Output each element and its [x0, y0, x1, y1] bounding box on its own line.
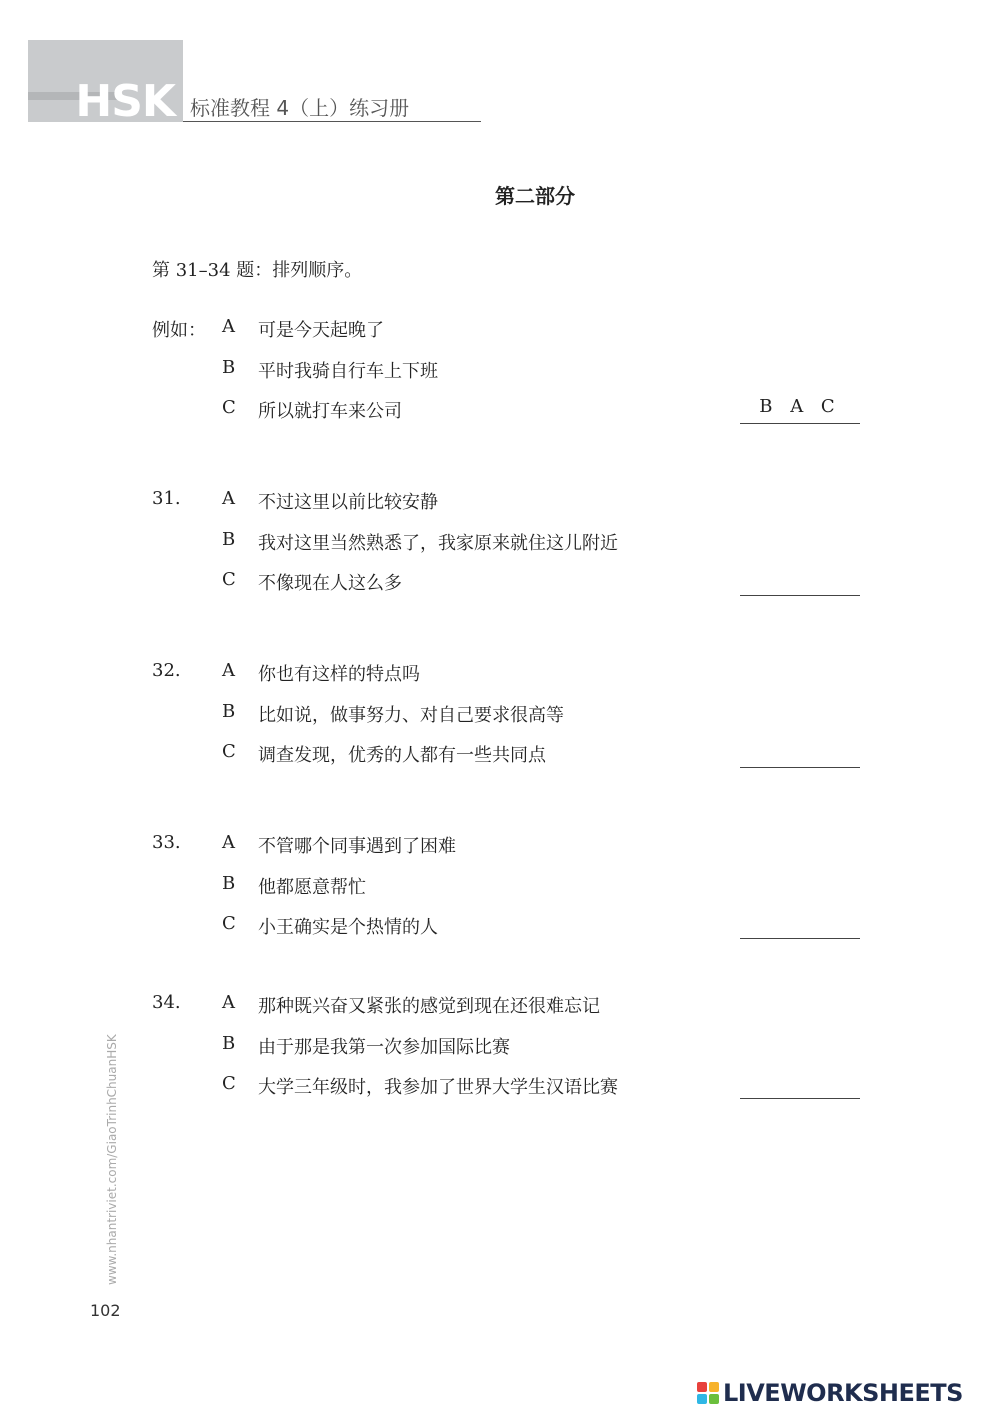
option-letter: B — [222, 529, 236, 550]
book-title: 标准教程 4（上）练习册 — [190, 96, 410, 120]
answer-line — [740, 767, 860, 768]
option-letter: C — [222, 741, 236, 762]
hsk-logo — [28, 40, 183, 127]
answer-line — [740, 1098, 860, 1099]
example-label: 例如： — [152, 320, 206, 341]
logo-block — [697, 1382, 707, 1392]
section-title: 第二部分 — [495, 184, 575, 208]
option-letter: A — [222, 992, 235, 1013]
option-letter: B — [222, 1033, 236, 1054]
option-text: 可是今天起晚了 — [258, 320, 384, 341]
logo-text: HSK — [75, 76, 175, 127]
option-text: 所以就打车来公司 — [258, 401, 402, 422]
example-answer-line — [740, 423, 860, 424]
option-text: 那种既兴奋又紧张的感觉到现在还很难忘记 — [258, 996, 600, 1017]
option-letter: B — [222, 357, 236, 378]
liveworksheets-wordmark: LIVEWORKSHEETS — [723, 1379, 963, 1407]
option-text: 比如说，做事努力、对自己要求很高等 — [258, 705, 564, 726]
logo-block — [709, 1382, 719, 1392]
option-letter: C — [222, 1073, 236, 1094]
side-watermark: www.nhantriviet.com/GiaoTrinhChuanHSK — [105, 1034, 119, 1285]
option-letter: A — [222, 488, 235, 509]
question-number: 32. — [152, 660, 181, 681]
answer-line — [740, 938, 860, 939]
option-text: 不像现在人这么多 — [258, 573, 402, 594]
option-text: 不过这里以前比较安静 — [258, 492, 438, 513]
question-number: 34. — [152, 992, 181, 1013]
option-text: 他都愿意帮忙 — [258, 877, 366, 898]
option-text: 调查发现，优秀的人都有一些共同点 — [258, 745, 546, 766]
option-letter: B — [222, 873, 236, 894]
option-text: 我对这里当然熟悉了，我家原来就住这儿附近 — [258, 533, 618, 554]
option-text: 由于那是我第一次参加国际比赛 — [258, 1037, 510, 1058]
answer-line — [740, 595, 860, 596]
option-letter: B — [222, 701, 236, 722]
option-text: 你也有这样的特点吗 — [258, 664, 420, 685]
option-letter: C — [222, 913, 236, 934]
liveworksheets-icon — [697, 1382, 719, 1404]
example-answer: B A C — [759, 396, 841, 417]
option-letter: C — [222, 569, 236, 590]
option-text: 大学三年级时，我参加了世界大学生汉语比赛 — [258, 1077, 618, 1098]
instruction: 第 31–34 题：排列顺序。 — [152, 260, 363, 281]
option-letter: A — [222, 660, 235, 681]
question-number: 33. — [152, 832, 181, 853]
option-text: 不管哪个同事遇到了困难 — [258, 836, 456, 857]
option-text: 小王确实是个热情的人 — [258, 917, 438, 938]
title-rule — [183, 121, 481, 122]
option-letter: C — [222, 397, 236, 418]
option-letter: A — [222, 832, 235, 853]
liveworksheets-logo[interactable] — [697, 1378, 963, 1408]
question-number: 31. — [152, 488, 181, 509]
option-letter: A — [222, 316, 235, 337]
page-number: 102 — [90, 1301, 121, 1320]
logo-block — [709, 1394, 719, 1404]
option-text: 平时我骑自行车上下班 — [258, 361, 438, 382]
logo-block — [697, 1394, 707, 1404]
